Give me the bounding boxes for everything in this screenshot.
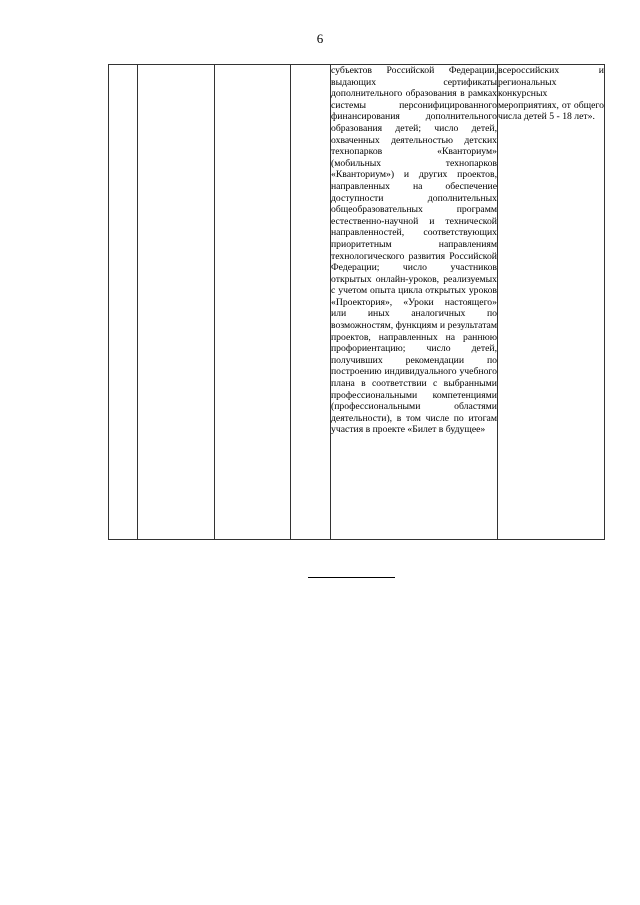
- table-row: [109, 65, 605, 540]
- data-table: [108, 64, 605, 540]
- page-number: 6: [316, 31, 324, 46]
- indicator-description-text: субъектов Российской Федерации, выдающих сертификаты дополнительного образования в рамках системы персонифицированного финансирования дополнительного образования детей; число детей, охваченных деятельностью детских технопарков «Кванториум» (мобильных технопарков «Кванториум») и других проектов, направленных на обеспечение доступности дополнительных общеобразовательных программ естественно-научной и технической направленностей, соответствующих приоритетным направлениям технологического развития Российской Федерации; число участников открытых онлайн-уроков, реализуемых с учетом опыта цикла открытых уроков «Проектория», «Уроки настоящего» или иных аналогичных по возможностям, функциям и результатам проектов, направленных на раннюю профориентацию; число детей, получивших рекомендации по построению индивидуального учебного плана в соответствии с выбранными профессиональными компетенциями (профессиональными областями деятельности), в том числе по итогам участия в проекте «Билет в будущее»: [331, 65, 497, 436]
- table-cell-1: [109, 65, 138, 540]
- indicator-note-text: всероссийских и региональных конкурсных мероприятиях, от общего числа детей 5 - 18 лет».: [498, 65, 604, 123]
- indicator-note-cell: [498, 65, 605, 540]
- table-cell-3: [215, 65, 291, 540]
- indicator-description-cell: [331, 65, 498, 540]
- footer-rule: [308, 577, 395, 578]
- table-cell-4: [291, 65, 331, 540]
- table-cell-2: [138, 65, 215, 540]
